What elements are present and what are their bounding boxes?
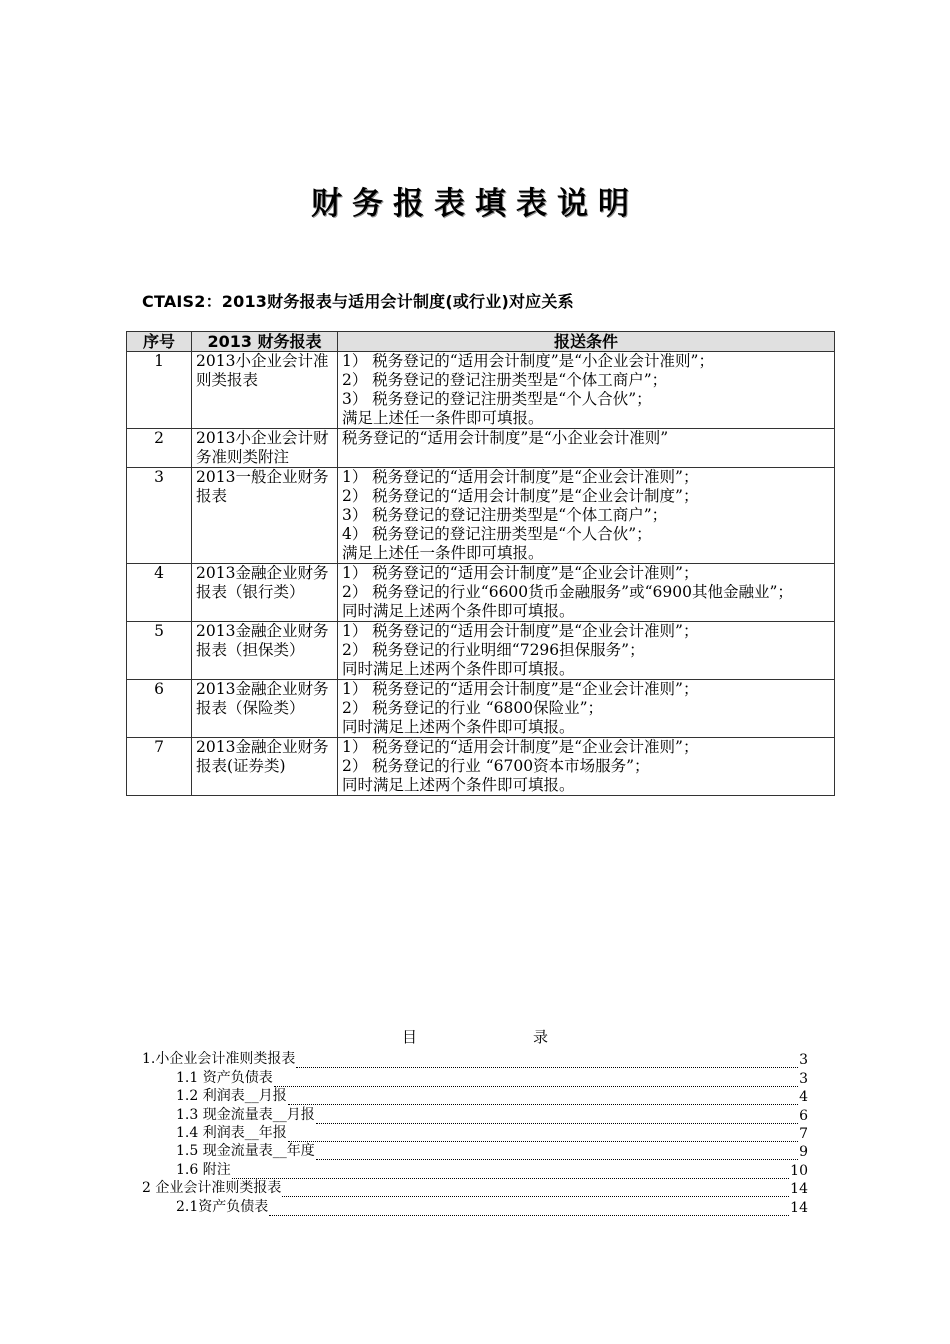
condition-line: 3） 税务登记的登记注册类型是“个体工商户”； — [342, 506, 668, 524]
toc-entry-label: 1.2 利润表__月报 — [176, 1088, 287, 1105]
toc-leader-dots — [232, 1166, 789, 1179]
toc-entry[interactable] — [142, 1142, 808, 1160]
toc-entry[interactable] — [142, 1050, 808, 1068]
document-title: 财务报表填表说明 — [311, 186, 639, 222]
toc-entry[interactable] — [142, 1087, 808, 1105]
condition-line: 2） 税务登记的登记注册类型是“个体工商户”； — [342, 371, 668, 389]
toc-entry-page: 3 — [799, 1052, 808, 1069]
table-header-row — [127, 332, 835, 352]
condition-line: 同时满足上述两个条件即可填报。 — [342, 718, 575, 736]
toc-leader-dots — [288, 1092, 798, 1105]
condition-line: 1） 税务登记的“适用会计制度”是“企业会计准则”； — [342, 680, 699, 698]
report-name: 2013金融企业财务报表（银行类） — [192, 564, 338, 622]
toc-entry-page: 10 — [790, 1162, 808, 1179]
row-number: 6 — [127, 680, 192, 738]
condition-line: 满足上述任一条件即可填报。 — [342, 544, 544, 562]
condition-line: 3） 税务登记的登记注册类型是“个人合伙”； — [342, 390, 652, 408]
toc-title-char-1: 目 — [401, 1028, 417, 1046]
table-of-contents — [142, 1026, 808, 1216]
report-conditions — [338, 468, 835, 564]
condition-line: 满足上述任一条件即可填报。 — [342, 409, 544, 427]
toc-leader-dots — [316, 1147, 798, 1160]
condition-line: 1） 税务登记的“适用会计制度”是“企业会计准则”； — [342, 564, 699, 582]
header-report: 2013 财务报表 — [192, 332, 338, 352]
report-conditions — [338, 429, 835, 468]
condition-line: 1） 税务登记的“适用会计制度”是“企业会计准则”； — [342, 738, 699, 756]
table-row — [127, 564, 835, 622]
toc-entry[interactable] — [142, 1197, 808, 1215]
condition-line: 同时满足上述两个条件即可填报。 — [342, 776, 575, 794]
toc-leader-dots — [316, 1111, 798, 1124]
toc-entry-page: 4 — [799, 1089, 808, 1106]
row-number: 4 — [127, 564, 192, 622]
table-row — [127, 352, 835, 429]
toc-entry-label: 1.小企业会计准则类报表 — [142, 1051, 296, 1068]
table-row — [127, 622, 835, 680]
report-name: 2013金融企业财务报表(证券类) — [192, 738, 338, 796]
report-conditions — [338, 738, 835, 796]
toc-leader-dots — [274, 1074, 798, 1087]
condition-line: 2） 税务登记的行业 “6800保险业”； — [342, 699, 604, 717]
report-conditions — [338, 564, 835, 622]
table-row — [127, 738, 835, 796]
report-condition-table — [126, 331, 835, 796]
condition-line: 税务登记的“适用会计制度”是“小企业会计准则” — [342, 429, 669, 447]
toc-entry-label: 1.4 利润表__年报 — [176, 1124, 287, 1141]
table-caption: CTAIS2：2013财务报表与适用会计制度(或行业)对应关系 — [142, 292, 574, 311]
toc-entry[interactable] — [142, 1160, 808, 1178]
report-conditions — [338, 352, 835, 429]
toc-entry[interactable] — [142, 1124, 808, 1142]
table-row — [127, 468, 835, 564]
report-name: 2013金融企业财务报表（担保类） — [192, 622, 338, 680]
toc-entry-page: 3 — [799, 1070, 808, 1087]
toc-entry-page: 7 — [799, 1125, 808, 1142]
toc-leader-dots — [288, 1129, 798, 1142]
toc-entry-label: 1.5 现金流量表__年度 — [176, 1143, 315, 1160]
report-name: 2013小企业会计准则类报表 — [192, 352, 338, 429]
condition-line: 2） 税务登记的“适用会计制度”是“企业会计制度”； — [342, 487, 699, 505]
toc-entry[interactable] — [142, 1105, 808, 1123]
table-row — [127, 429, 835, 468]
toc-entry-label: 2 企业会计准则类报表 — [142, 1180, 282, 1197]
toc-title — [142, 1026, 808, 1047]
report-name: 2013一般企业财务报表 — [192, 468, 338, 564]
table-row — [127, 680, 835, 738]
toc-entry-label: 2.1资产负债表 — [176, 1198, 269, 1215]
toc-entry-label: 1.3 现金流量表__月报 — [176, 1106, 315, 1123]
header-num: 序号 — [127, 332, 192, 352]
condition-line: 1） 税务登记的“适用会计制度”是“企业会计准则”； — [342, 468, 699, 486]
row-number: 5 — [127, 622, 192, 680]
toc-leader-dots — [296, 1055, 798, 1068]
toc-entry[interactable] — [142, 1068, 808, 1086]
toc-entry-page: 9 — [799, 1144, 808, 1161]
condition-line: 2） 税务登记的行业明细“7296担保服务”； — [342, 641, 645, 659]
condition-line: 同时满足上述两个条件即可填报。 — [342, 660, 575, 678]
header-conditions: 报送条件 — [338, 332, 835, 352]
condition-line: 1） 税务登记的“适用会计制度”是“企业会计准则”； — [342, 622, 699, 640]
row-number: 7 — [127, 738, 192, 796]
report-conditions — [338, 622, 835, 680]
condition-line: 同时满足上述两个条件即可填报。 — [342, 602, 575, 620]
toc-entry-page: 6 — [799, 1107, 808, 1124]
toc-title-char-2: 录 — [533, 1028, 549, 1046]
row-number: 3 — [127, 468, 192, 564]
condition-line: 2） 税务登记的行业 “6700资本市场服务”； — [342, 757, 650, 775]
toc-entry-label: 1.1 资产负债表 — [176, 1069, 273, 1086]
toc-entry-page: 14 — [790, 1199, 808, 1216]
report-conditions — [338, 680, 835, 738]
condition-line: 4） 税务登记的登记注册类型是“个人合伙”； — [342, 525, 652, 543]
toc-leader-dots — [282, 1184, 789, 1197]
row-number: 2 — [127, 429, 192, 468]
toc-entry-label: 1.6 附注 — [176, 1161, 231, 1178]
toc-entry-page: 14 — [790, 1181, 808, 1198]
condition-line: 2） 税务登记的行业“6600货币金融服务”或“6900其他金融业”； — [342, 583, 793, 601]
report-name: 2013小企业会计财务准则类附注 — [192, 429, 338, 468]
condition-line: 1） 税务登记的“适用会计制度”是“小企业会计准则”； — [342, 352, 714, 370]
toc-entry[interactable] — [142, 1179, 808, 1197]
toc-leader-dots — [269, 1203, 789, 1216]
row-number: 1 — [127, 352, 192, 429]
report-name: 2013金融企业财务报表（保险类） — [192, 680, 338, 738]
